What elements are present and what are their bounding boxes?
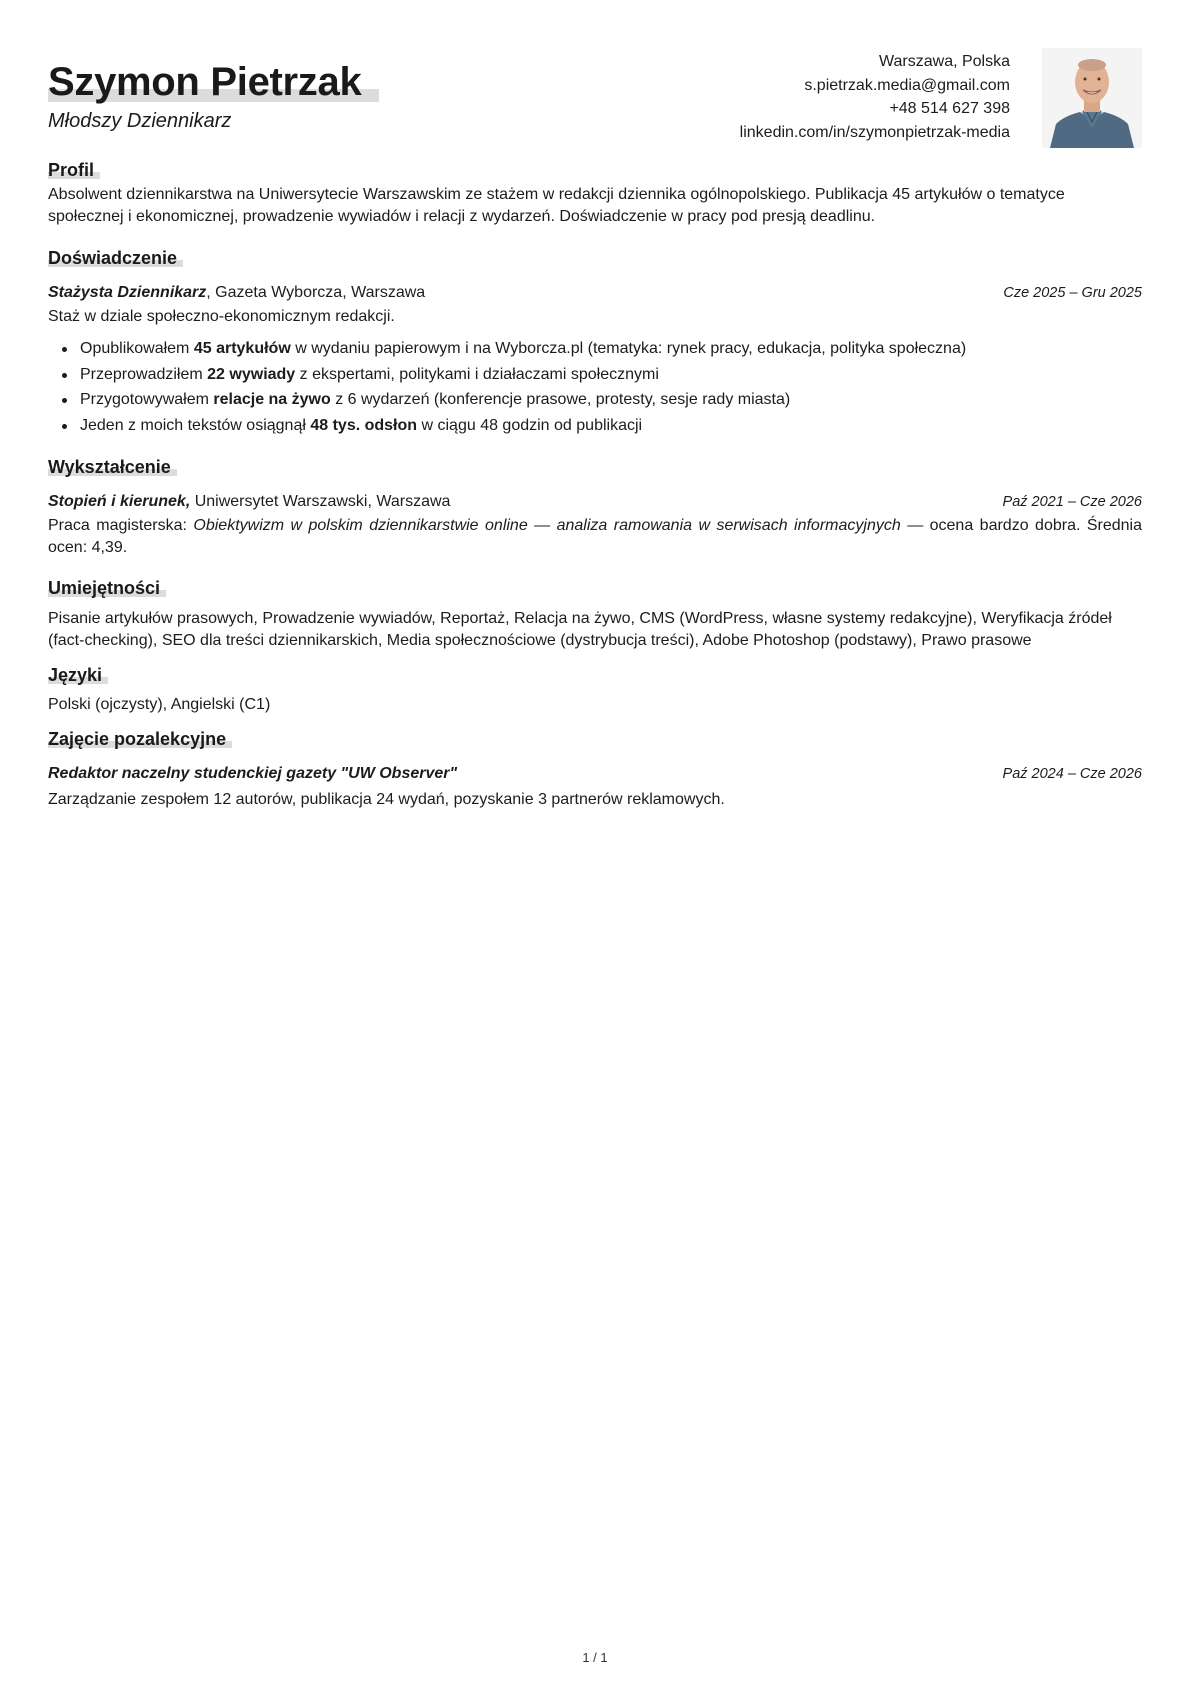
name-block bbox=[48, 58, 379, 106]
contact-linkedin[interactable]: linkedin.com/in/szymonpietrzak-media bbox=[739, 123, 1010, 141]
experience-bullets bbox=[48, 336, 1140, 438]
section-heading-profile: Profil bbox=[48, 160, 95, 180]
skills-list: Pisanie artykułów prasowych, Prowadzenie wywiadów, Reportaż, Relacja na żywo, CMS (WordPress, własne systemy redakcyjne), Weryfikacja źródeł (fact-checking), SEO dla treści dziennikarskich, Media społecznościowe (dystrybucja treści), Adobe Photoshop (podstawy), Prawo prasowe bbox=[48, 610, 1112, 649]
contact-block bbox=[740, 50, 1010, 144]
profile-photo bbox=[1042, 48, 1142, 148]
education-school: Uniwersytet Warszawski, Warszawa bbox=[190, 493, 451, 510]
section-heading-languages: Języki bbox=[48, 665, 103, 685]
list-item: Opublikowałem 45 artykułów w wydaniu papierowym i na Wyborcza.pl (tematyka: rynek pracy, edukacja, polityka społeczna) bbox=[80, 336, 1140, 362]
contact-location: Warszawa, Polska bbox=[879, 53, 1010, 70]
extracurricular-entry-header bbox=[48, 765, 1142, 783]
education-thesis: Praca magisterska: Obiektywizm w polskim dziennikarstwie online — analiza ramowania w serwisach informacyjnych — ocena bardzo dobra. Średnia ocen: 4,39. bbox=[48, 517, 1143, 556]
extracurricular-role: Redaktor naczelny studenckiej gazety "UW Observer" bbox=[48, 765, 458, 782]
section-heading-experience: Doświadczenie bbox=[48, 248, 178, 268]
languages-list: Polski (ojczysty), Angielski (C1) bbox=[48, 696, 271, 713]
experience-role: Stażysta Dziennikarz bbox=[48, 284, 207, 301]
section-heading-extracurricular: Zajęcie pozalekcyjne bbox=[48, 729, 227, 749]
job-title: Młodszy Dziennikarz bbox=[48, 110, 232, 132]
experience-dates: Cze 2025 – Gru 2025 bbox=[1003, 285, 1142, 301]
candidate-name: Szymon Pietrzak bbox=[48, 58, 379, 106]
education-degree: Stopień i kierunek, bbox=[48, 493, 191, 510]
contact-phone[interactable]: +48 514 627 398 bbox=[889, 100, 1010, 117]
extracurricular-description: Zarządzanie zespołem 12 autorów, publikacja 24 wydań, pozyskanie 3 partnerów reklamowych. bbox=[48, 791, 725, 808]
page-indicator: 1 / 1 bbox=[582, 1650, 608, 1665]
person-photo-icon bbox=[1042, 48, 1142, 148]
experience-entry-header bbox=[48, 284, 1142, 302]
list-item: Przygotowywałem relacje na żywo z 6 wydarzeń (konferencje prasowe, protesty, sesje rady miasta) bbox=[80, 387, 1140, 413]
education-entry-header bbox=[48, 493, 1142, 511]
section-heading-education: Wykształcenie bbox=[48, 457, 171, 477]
experience-description: Staż w dziale społeczno-ekonomicznym redakcji. bbox=[48, 308, 395, 325]
list-item: Przeprowadziłem 22 wywiady z ekspertami, politykami i działaczami społecznymi bbox=[80, 362, 1140, 388]
experience-org: , Gazeta Wyborcza, Warszawa bbox=[206, 284, 426, 301]
section-heading-skills: Umiejętności bbox=[48, 578, 161, 598]
profile-summary: Absolwent dziennikarstwa na Uniwersytecie Warszawskim ze stażem w redakcji dziennika ogólnopolskiego. Publikacja 45 artykułów o tematyce społecznej i ekonomicznej, prowadzenie wywiadów i relacji z wydarzeń. Doświadczenie w pracy pod presją deadlinu. bbox=[48, 186, 1065, 225]
list-item: Jeden z moich tekstów osiągnął 48 tys. odsłon w ciągu 48 godzin od publikacji bbox=[80, 413, 1140, 439]
contact-email[interactable]: s.pietrzak.media@gmail.com bbox=[804, 76, 1010, 94]
education-dates: Paź 2021 – Cze 2026 bbox=[1002, 494, 1142, 510]
extracurricular-dates: Paź 2024 – Cze 2026 bbox=[1002, 766, 1142, 782]
